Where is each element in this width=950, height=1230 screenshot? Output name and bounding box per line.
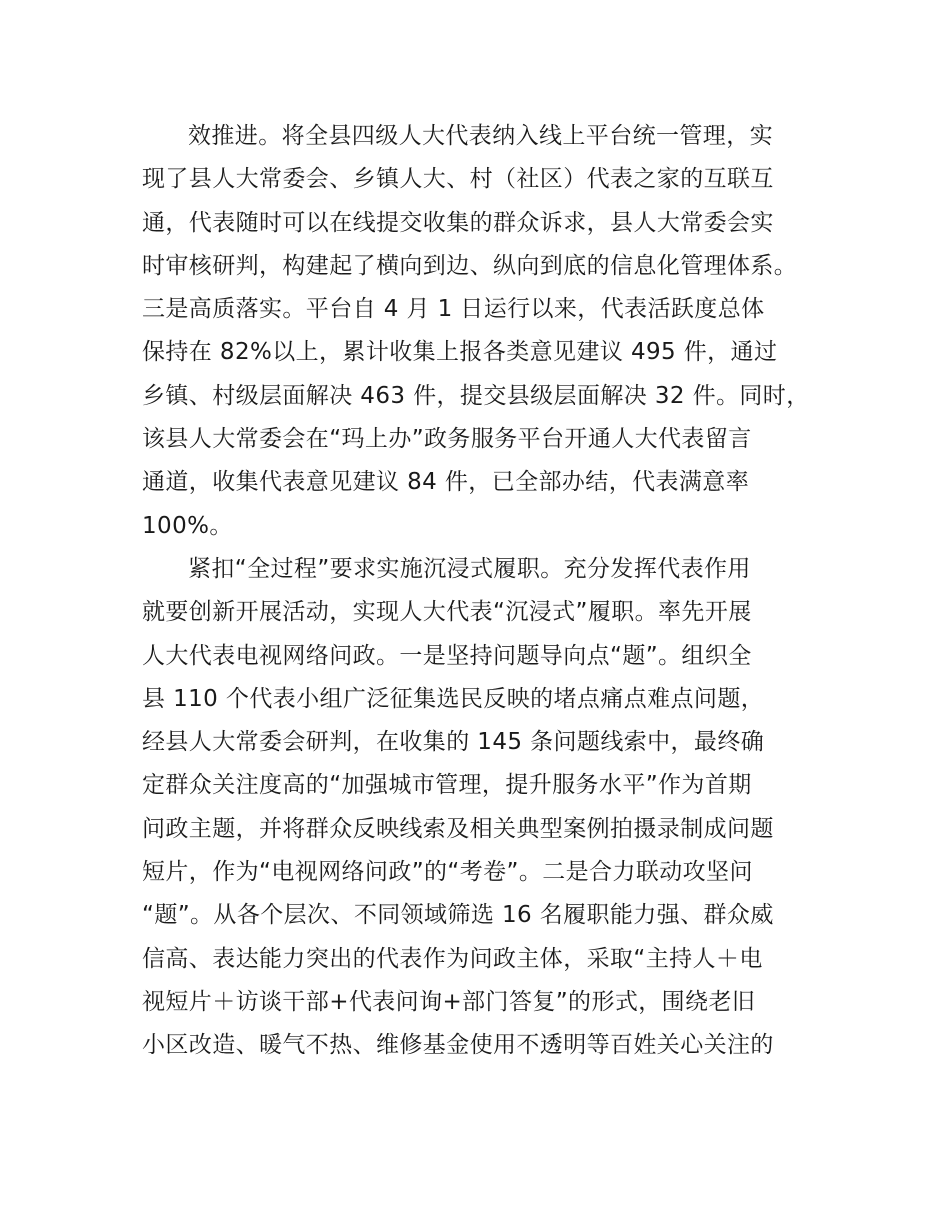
- text-line: 现了县人大常委会、乡镇人大、村（社区）代表之家的互联互: [142, 166, 774, 193]
- text-line: “题”。从各个层次、不同领域筛选 16 名履职能力强、群众威: [142, 902, 774, 929]
- text-line: 短片，作为“电视网络问政”的“考卷”。二是合力联动攻坚问: [142, 859, 753, 886]
- text-line: 就要创新开展活动，实现人大代表“沉浸式”履职。率先开展: [142, 599, 752, 626]
- text-line: 效推进。将全县四级人大代表纳入线上平台统一管理，实: [188, 123, 773, 149]
- text-line: 通，代表随时可以在线提交收集的群众诉求，县人大常委会实: [142, 209, 774, 236]
- text-line: 通道，收集代表意见建议 84 件，已全部办结，代表满意率: [142, 469, 750, 496]
- text-line: 县 110 个代表小组广泛征集选民反映的堵点痛点难点问题，: [142, 685, 765, 712]
- text-line: 视短片＋访谈干部+代表问询+部门答复”的形式，围绕老旧: [142, 988, 756, 1015]
- text-line: 人大代表电视网络问政。一是坚持问题导向点“题”。组织全: [142, 642, 752, 669]
- text-line: 时审核研判，构建起了横向到边、纵向到底的信息化管理体系。: [142, 252, 798, 279]
- text-line: 100%。: [142, 512, 233, 539]
- document-body: [142, 115, 842, 1068]
- text-line: 问政主题，并将群众反映线索及相关典型案例拍摄录制成问题: [142, 815, 774, 842]
- text-line: 三是高质落实。平台自 4 月 1 日运行以来，代表活跃度总体: [142, 296, 765, 323]
- text-line: 经县人大常委会研判，在收集的 145 条问题线索中，最终确: [142, 729, 765, 756]
- text-line: 紧扣“全过程”要求实施沉浸式履职。充分发挥代表作用: [188, 555, 751, 582]
- text-line: 信高、表达能力突出的代表作为问政主体，采取“主持人＋电: [142, 945, 763, 972]
- text-line: 小区改造、暖气不热、维修基金使用不透明等百姓关心关注的: [142, 1032, 774, 1059]
- text-line: 定群众关注度高的“加强城市管理，提升服务水平”作为首期: [142, 772, 752, 799]
- text-line: 保持在 82%以上，累计收集上报各类意见建议 495 件，通过: [142, 339, 778, 366]
- text-line: 乡镇、村级层面解决 463 件，提交县级层面解决 32 件。同时，: [142, 382, 810, 409]
- text-line: 该县人大常委会在“玛上办”政务服务平台开通人大代表留言: [142, 426, 752, 453]
